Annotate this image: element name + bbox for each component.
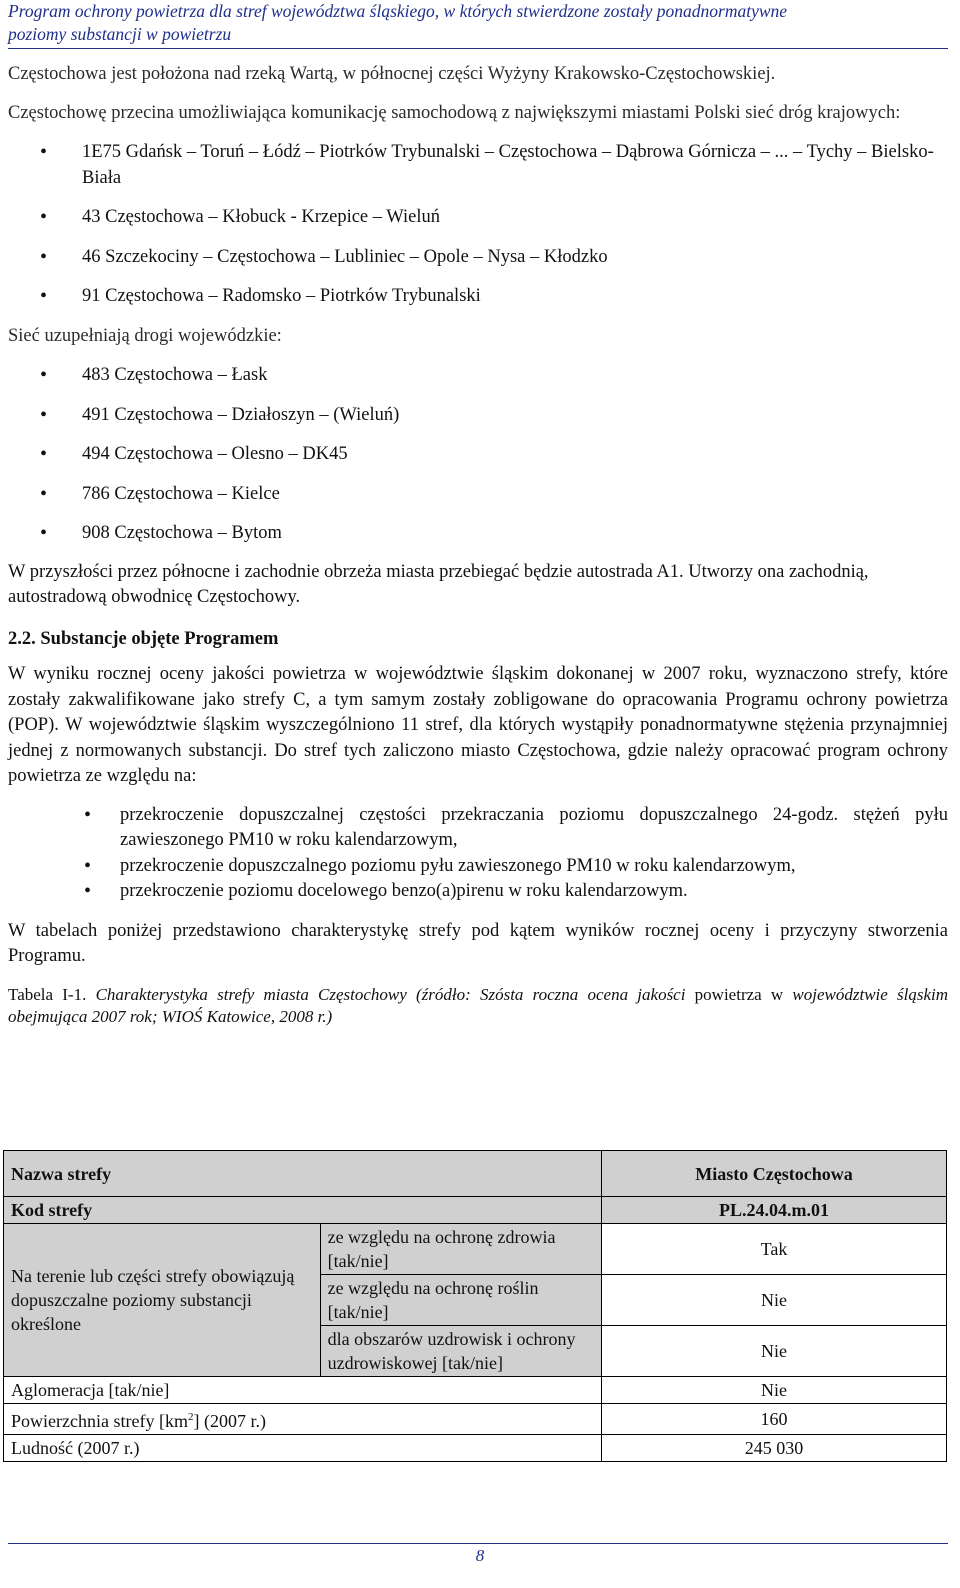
tables-intro-paragraph: W tabelach poniżej przedstawiono charakterystykę strefy pod kątem wyników rocznej oceny i przyczyny stworzenia Programu. xyxy=(8,920,948,966)
table-row xyxy=(4,1197,947,1224)
exceedance-item: • przekroczenie dopuszczalnej częstości przekraczania poziomu dopuszczalnego 24-godz. stężeń pyłu zawieszonego PM10 w roku kalendarzowym, xyxy=(8,803,948,854)
section-paragraph: W wyniku rocznej oceny jakości powietrza w województwie śląskim dokonanej w 2007 roku, wyznaczono strefy, które zostały zakwalifikowane jako strefy C, a tym samym zostały zobligowane do opracowania Programu ochrony powietrza (POP). W województwie śląskim wyszczególniono 11 stref, dla których wystąpiły ponadnormatywne stężenia przynajmniej jednej z normowanych substancji. Do stref tych zaliczono miasto Częstochowa, gdzie należy opracować program ochrony powietrza ze względu na: xyxy=(8,664,948,786)
national-road-item: • 1E75 Gdańsk – Toruń – Łódź – Piotrków Trybunalski – Częstochowa – Dąbrowa Górnicza – ... – Tychy – Bielsko-Biała xyxy=(8,140,948,191)
table-row xyxy=(4,1224,947,1275)
intro-paragraph-roads: Częstochowę przecina umożliwiająca komunikację samochodową z największymi miastami Polski sieć dróg krajowych: xyxy=(8,102,901,123)
table-row xyxy=(4,1404,947,1435)
zone-area-value: 160 xyxy=(602,1404,947,1435)
page-number: 8 xyxy=(475,1546,485,1565)
agglomeration-label: Aglomeracja [tak/nie] xyxy=(4,1377,602,1404)
population-value: 245 030 xyxy=(602,1435,947,1462)
intro-paragraph-location: Częstochowa jest położona nad rzeką Wartą, w północnej części Wyżyny Krakowsko-Częstochowskiej. xyxy=(8,64,776,84)
zone-name-label: Nazwa strefy xyxy=(4,1151,602,1197)
motorway-paragraph: W przyszłości przez północne i zachodnie obrzeża miasta przebiegać będzie autostrada A1. Utworzy ona zachodnią, autostradową obwodnicę Częstochowy. xyxy=(8,561,869,607)
national-road-item: • 91 Częstochowa – Radomsko – Piotrków Trybunalski xyxy=(8,284,948,310)
zone-area-label-exponent: 2 xyxy=(187,1411,194,1423)
table-row xyxy=(4,1435,947,1462)
exceedance-item: • przekroczenie poziomu docelowego benzo(a)pirenu w roku kalendarzowym. xyxy=(8,879,948,905)
zone-code-value: PL.24.04.m.01 xyxy=(602,1197,947,1224)
national-roads-list xyxy=(8,140,948,310)
regional-roads-intro: Sieć uzupełniają drogi wojewódzkie: xyxy=(8,325,282,346)
footer-rule xyxy=(8,1543,948,1544)
regional-road-item: • 483 Częstochowa – Łask xyxy=(8,363,948,389)
table-caption-source: województwie śląskim obejmująca 2007 rok; WIOŚ Katowice, 2008 r.) xyxy=(8,984,949,1026)
header-rule xyxy=(8,48,948,49)
exceedance-item: • przekroczenie dopuszczalnego poziomu pyłu zawieszonego PM10 w roku kalendarzowym, xyxy=(8,854,948,880)
table-row xyxy=(4,1377,947,1404)
regional-roads-list xyxy=(8,363,948,547)
running-header-line-2: poziomy substancji w powietrzu xyxy=(8,24,232,44)
regional-road-item: • 786 Częstochowa – Kielce xyxy=(8,482,948,508)
national-road-item: • 46 Szczekociny – Częstochowa – Lubliniec – Opole – Nysa – Kłodzko xyxy=(8,245,948,271)
regional-road-item: • 494 Częstochowa – Olesno – DK45 xyxy=(8,442,948,468)
zone-area-label xyxy=(4,1404,602,1435)
plant-protection-value: Nie xyxy=(602,1275,947,1326)
national-road-item: • 43 Częstochowa – Kłobuck - Krzepice – Wieluń xyxy=(8,205,948,231)
table-row xyxy=(4,1151,947,1197)
zone-name-value: Miasto Częstochowa xyxy=(602,1151,947,1197)
spa-protection-value: Nie xyxy=(602,1326,947,1377)
regional-road-item: • 908 Częstochowa – Bytom xyxy=(8,521,948,547)
spa-protection-label: dla obszarów uzdrowisk i ochrony uzdrowiskowej [tak/nie] xyxy=(320,1326,601,1377)
section-heading: 2.2. Substancje objęte Programem xyxy=(8,628,279,649)
plant-protection-label: ze względu na ochronę roślin [tak/nie] xyxy=(320,1275,601,1326)
table-caption xyxy=(8,984,948,1028)
agglomeration-value: Nie xyxy=(602,1377,947,1404)
zone-characteristics-table xyxy=(3,1150,947,1462)
population-label: Ludność (2007 r.) xyxy=(4,1435,602,1462)
limits-label: Na terenie lub części strefy obowiązują dopuszczalne poziomy substancji określone xyxy=(4,1224,321,1377)
exceedance-list xyxy=(8,803,948,905)
running-header-line-1: Program ochrony powietrza dla stref województwa śląskiego, w których stwierdzone zostały ponadnormatywne xyxy=(8,1,788,21)
zone-area-label-suffix: ] (2007 r.) xyxy=(193,1411,266,1431)
zone-code-label: Kod strefy xyxy=(4,1197,602,1224)
regional-road-item: • 491 Częstochowa – Działoszyn – (Wieluń) xyxy=(8,403,948,429)
health-protection-label: ze względu na ochronę zdrowia [tak/nie] xyxy=(320,1224,601,1275)
table-caption-plain: powietrza w xyxy=(694,984,784,1004)
health-protection-value: Tak xyxy=(602,1224,947,1275)
table-caption-label: Tabela I-1. xyxy=(8,984,87,1004)
table-caption-title: Charakterystyka strefy miasta Częstochowy (źródło: Szósta roczna ocena jakości xyxy=(95,984,686,1004)
running-header xyxy=(8,0,948,46)
zone-area-label-text: Powierzchnia strefy [km xyxy=(11,1411,188,1431)
page-content xyxy=(8,62,948,1028)
